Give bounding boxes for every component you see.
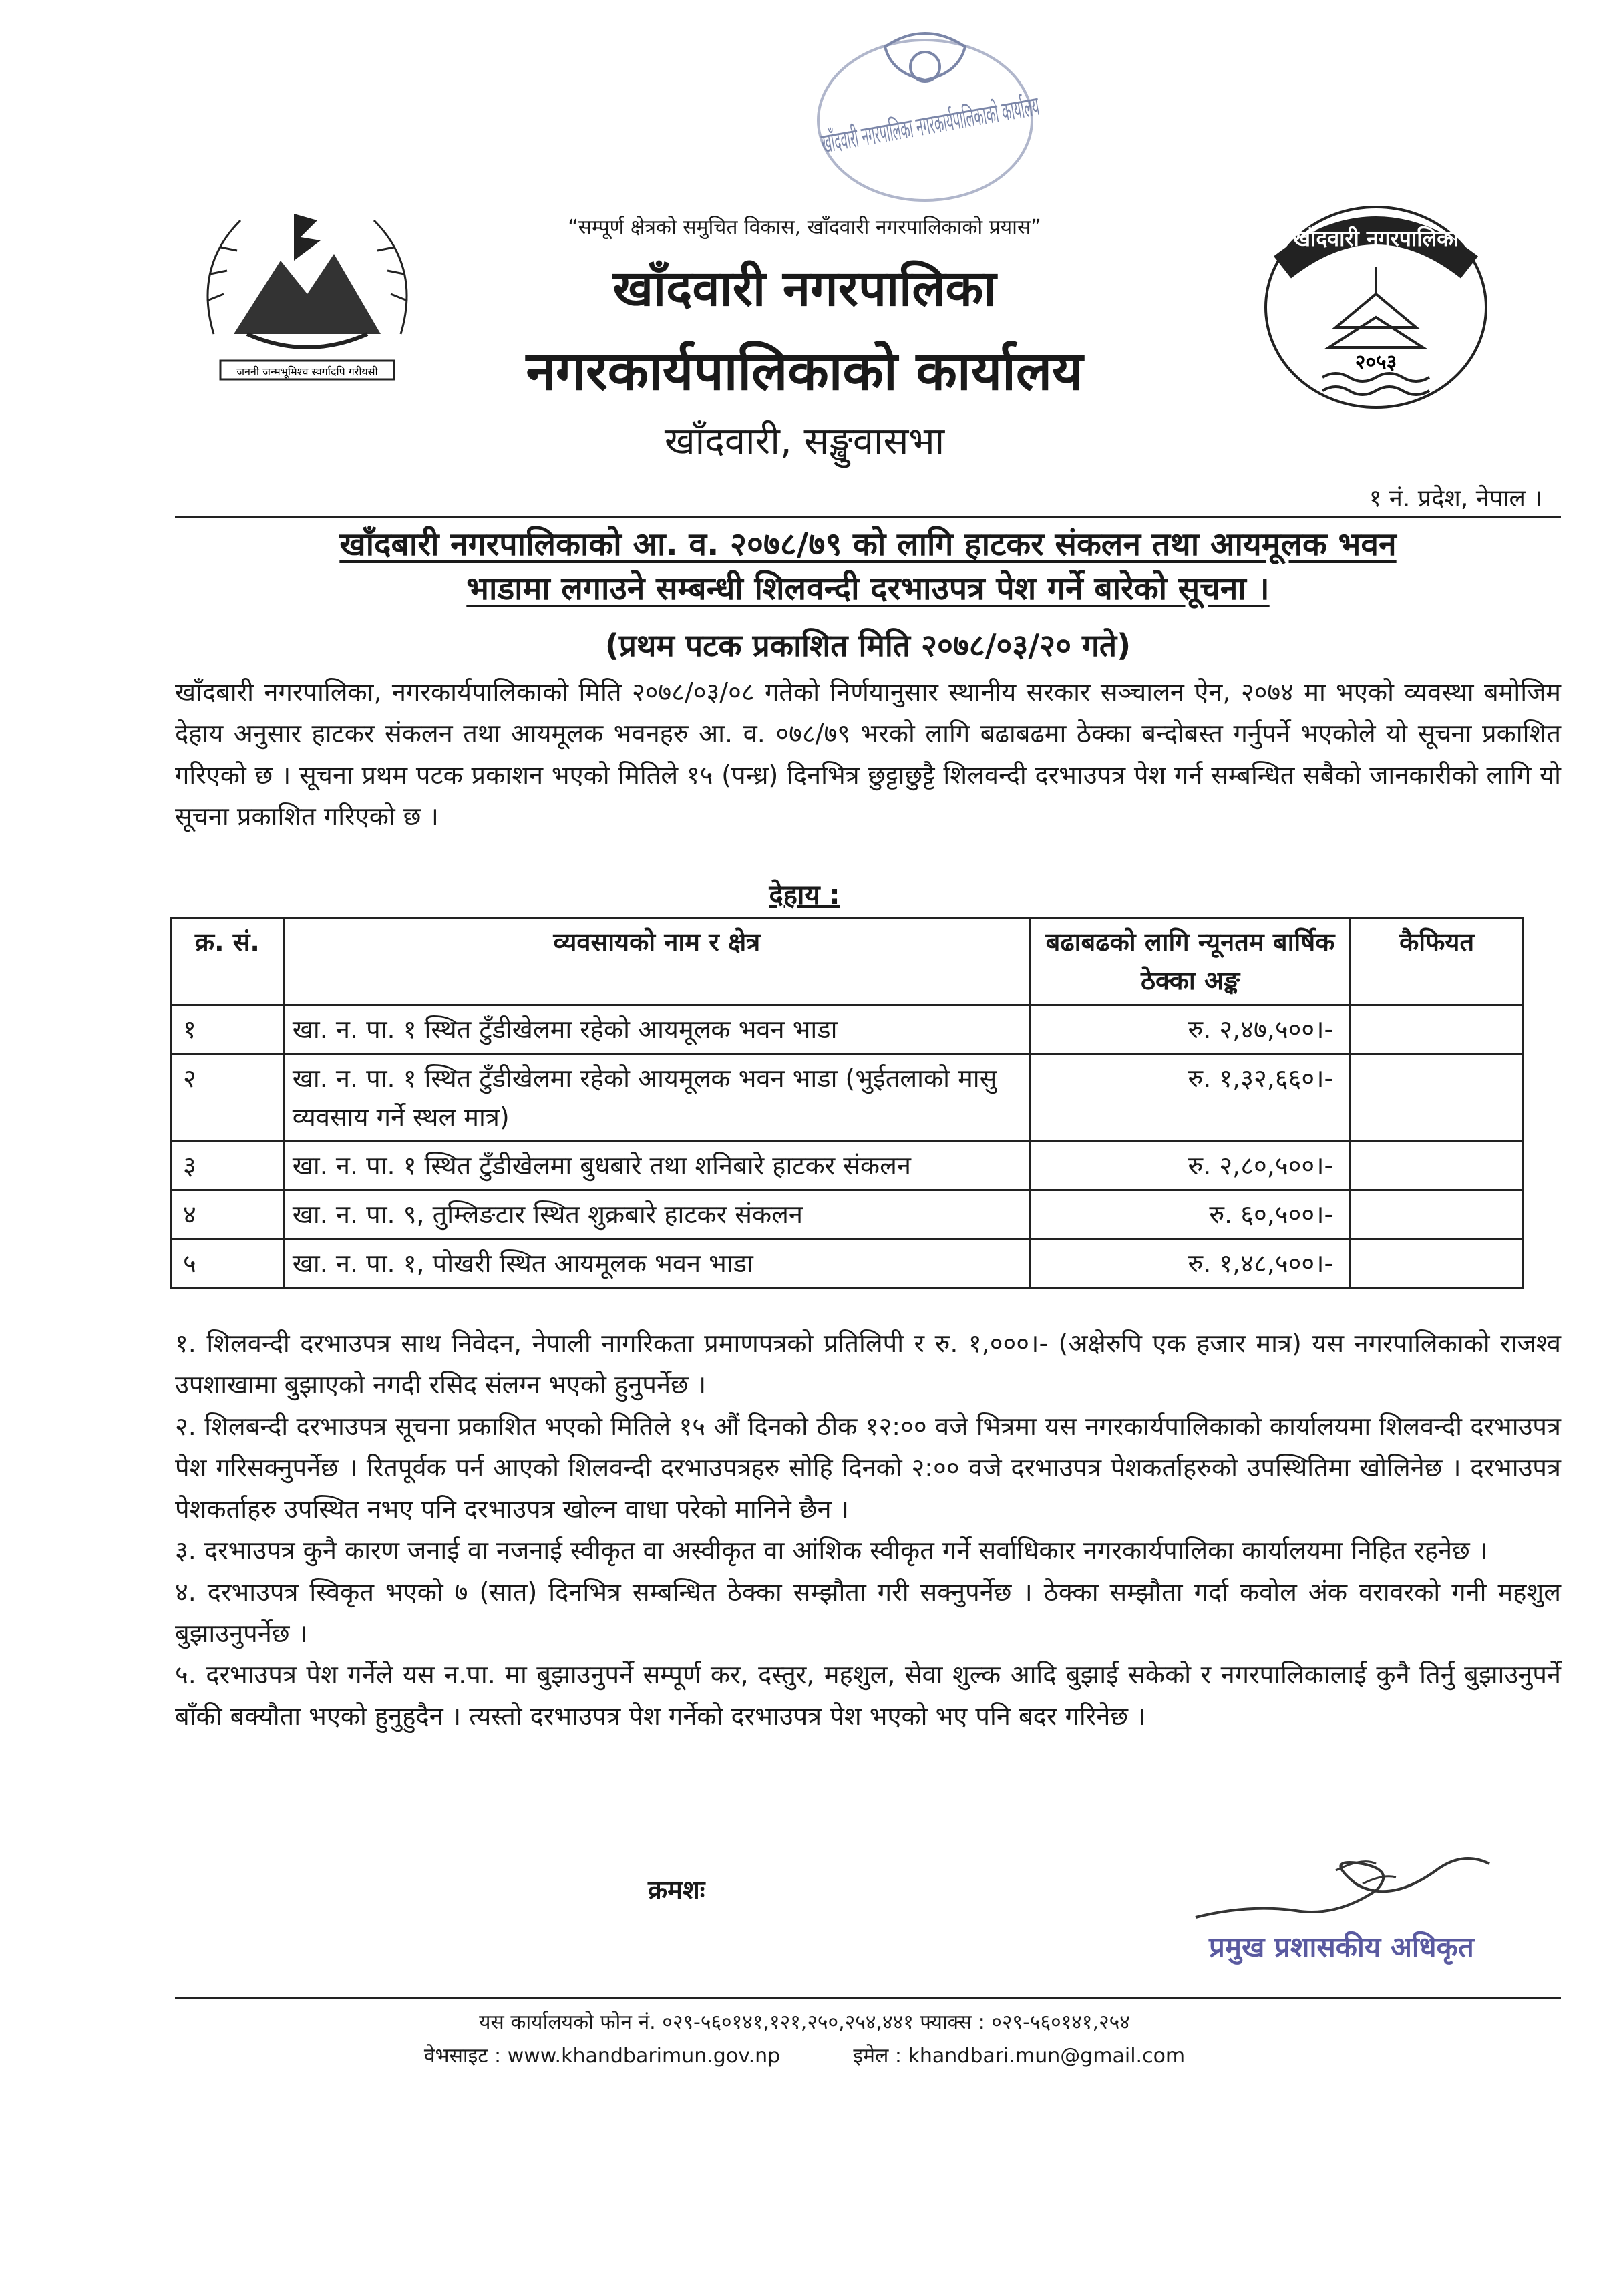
tagline: “सम्पूर्ण क्षेत्रको समुचित विकास, खाँदवारी नगरपालिकाको प्रयास” (568, 216, 1041, 239)
table-row (172, 1142, 1524, 1190)
row-serial: १ (172, 1005, 284, 1054)
row-business: खा. न. पा. ९, तुम्लिङटार स्थित शुक्रबारे हाटकर संकलन (283, 1190, 1030, 1239)
header-serial: क्र. सं. (172, 918, 284, 1005)
table-row (172, 1005, 1524, 1054)
row-amount: रु. ६०,५००।- (1030, 1190, 1350, 1239)
condition-item: ४. दरभाउपत्र स्विकृत भएको ७ (सात) दिनभित्र सम्बन्धित ठेक्का सम्झौता गरी सक्नुपर्नेछ । ठेक्का सम्झौता गर्दा कवोल अंक वरावरको गनी महशुल बुझाउनुपर्नेछ । (175, 1577, 1561, 1648)
signature-icon (1189, 1850, 1509, 1933)
table-row (172, 1054, 1524, 1142)
notice-title (175, 522, 1561, 611)
emblem-motto: जननी जन्मभूमिश्च स्वर्गादपि गरीयसी (236, 365, 378, 378)
footer-web (0, 2041, 1609, 2068)
row-remarks (1351, 1054, 1524, 1142)
table-row (172, 1239, 1524, 1288)
row-serial: २ (172, 1054, 284, 1142)
row-remarks (1351, 1142, 1524, 1190)
footer-divider (175, 1997, 1561, 1999)
province-label: १ नं. प्रदेश, नेपाल । (1369, 485, 1542, 512)
bid-table (170, 917, 1524, 1289)
office-subtitle: नगरकार्यपालिकाको कार्यालय (526, 340, 1083, 402)
email-label: इमेल : (853, 2044, 902, 2068)
row-remarks (1351, 1005, 1524, 1054)
intro-paragraph: खाँदबारी नगरपालिका, नगरकार्यपालिकाको मिति २०७८/०३/०८ गतेको निर्णयानुसार स्थानीय सरकार सञ्चालन ऐन, २०७४ मा भएको व्यवस्था बमोजिम देहाय अनुसार हाटकर संकलन तथा आयमूलक भवनहरु आ. व. ०७८/७९ भरको लागि बढाबढमा ठेक्का बन्दोबस्त गर्नुपर्ने भएकोले यो सूचना प्रकाशित गरिएको छ । सूचना प्रथम पटक प्रकाशन भएको मितिले १५ (पन्ध्र) दिनभित्र छुट्टाछुट्टै शिलवन्दी दरभाउपत्र पेश गर्न सम्बन्धित सबैको जानकारीको लागि यो सूचना प्रकाशित गरिएको छ । (175, 677, 1561, 831)
schedule-label: देहाय : (769, 880, 840, 911)
header-minimum-amount: बढाबढको लागि न्यूनतम बार्षिक ठेक्का अङ्क (1030, 918, 1350, 1005)
condition-item: ५. दरभाउपत्र पेश गर्नेले यस न.पा. मा बुझाउनुपर्ने सम्पूर्ण कर, दस्तुर, महशुल, सेवा शुल्क आदि बुझाई सकेको र नगरपालिकालाई कुनै तिर्नु बुझाउनुपर्ने बाँकी बक्यौता भएको हुनुहुदैन । त्यस्तो दरभाउपत्र पेश गर्नेको दरभाउपत्र पेश भएको भए पनि बदर गरिनेछ । (175, 1660, 1561, 1731)
row-amount: रु. २,८०,५००।- (1030, 1142, 1350, 1190)
website-label: वेभसाइट : (423, 2044, 502, 2068)
row-serial: ४ (172, 1190, 284, 1239)
row-business: खा. न. पा. १ स्थित टुँडीखेलमा रहेको आयमूलक भवन भाडा (भुईतलाको मासु व्यवसाय गर्ने स्थल मात्र) (283, 1054, 1030, 1142)
signatory-title: प्रमुख प्रशासकीय अधिकृत (1209, 1931, 1474, 1963)
table-header-row (172, 918, 1524, 1005)
condition-item: ३. दरभाउपत्र कुनै कारण जनाई वा नजनाई स्वीकृत वा अस्वीकृत वा आंशिक स्वीकृत गर्ने सर्वाधिकार नगरकार्यपालिका कार्यालयमा निहित रहनेछ । (175, 1536, 1488, 1565)
office-name: खाँदवारी नगरपालिका (612, 260, 997, 317)
row-serial: ५ (172, 1239, 284, 1288)
table-row (172, 1190, 1524, 1239)
office-address: खाँदवारी, सङ्खुवासभा (664, 420, 945, 463)
row-business: खा. न. पा. १ स्थित टुँडीखेलमा बुधबारे तथा शनिबारे हाटकर संकलन (283, 1142, 1030, 1190)
row-amount: रु. १,३२,६६०।- (1030, 1054, 1350, 1142)
header-business: व्यवसायको नाम र क्षेत्र (283, 918, 1030, 1005)
notice-title-line1: खाँदबारी नगरपालिकाको आ. व. २०७८/७९ को लागि हाटकर संकलन तथा आयमूलक भवन (339, 526, 1397, 563)
logo-year: २०५३ (1355, 351, 1397, 374)
email-link[interactable]: khandbari.mun@gmail.com (908, 2044, 1186, 2068)
header-remarks: कैफियत (1351, 918, 1524, 1005)
row-serial: ३ (172, 1142, 284, 1190)
footer-contact: यस कार्यालयको फोन नं. ०२९-५६०१४१,१२१,२५०,२५४,४४१ फ्याक्स : ०२९-५६०१४१,२५४ (479, 2011, 1130, 2034)
row-business: खा. न. पा. १, पोखरी स्थित आयमूलक भवन भाडा (283, 1239, 1030, 1288)
office-stamp (805, 20, 1310, 220)
conditions-list (175, 1323, 1561, 1737)
website-link[interactable]: www.khandbarimun.gov.np (507, 2044, 781, 2068)
notice-title-line2: भाडामा लगाउने सम्बन्धी शिलवन्दी दरभाउपत्र पेश गर्ने बारेको सूचना । (466, 570, 1270, 607)
row-amount: रु. २,४७,५००।- (1030, 1005, 1350, 1054)
row-remarks (1351, 1190, 1524, 1239)
condition-item: १. शिलवन्दी दरभाउपत्र साथ निवेदन, नेपाली नागरिकता प्रमाणपत्रको प्रतिलिपी र रु. १,०००।- (अक्षेरुपि एक हजार मात्र) यस नगरपालिकाको राजश्व उपशाखामा बुझाएको नगदी रसिद संलग्न भएको हुनुपर्नेछ । (175, 1329, 1561, 1400)
row-business: खा. न. पा. १ स्थित टुँडीखेलमा रहेको आयमूलक भवन भाडा (283, 1005, 1030, 1054)
condition-item: २. शिलबन्दी दरभाउपत्र सूचना प्रकाशित भएको मितिले १५ औं दिनको ठीक १२:०० वजे भित्रमा यस नगरकार्यपालिकाको कार्यालयमा शिलवन्दी दरभाउपत्र पेश गरिसक्नुपर्नेछ । रितपूर्वक पर्न आएको शिलवन्दी दरभाउपत्रहरु सोहि दिनको २:०० वजे दरभाउपत्र पेशकर्ताहरुको उपस्थितिमा खोलिनेछ । दरभाउपत्र पेशकर्ताहरु उपस्थित नभए पनि दरभाउपत्र खोल्न वाधा परेको मानिने छैन । (175, 1412, 1561, 1524)
stamp-text: खाँदवारी नगरपालिका नगरकार्यपालिकाको कार्यालय (819, 43, 1310, 160)
header-divider (175, 516, 1561, 518)
logo-ring-text: खाँदवारी नगरपालिका (1292, 226, 1459, 251)
first-published-date: (प्रथम पटक प्रकाशित मिति २०७८/०३/२० गते) (604, 627, 1131, 663)
row-amount: रु. १,४८,५००।- (1030, 1239, 1350, 1288)
row-remarks (1351, 1239, 1524, 1288)
continued-label: क्रमशः (648, 1875, 705, 1905)
